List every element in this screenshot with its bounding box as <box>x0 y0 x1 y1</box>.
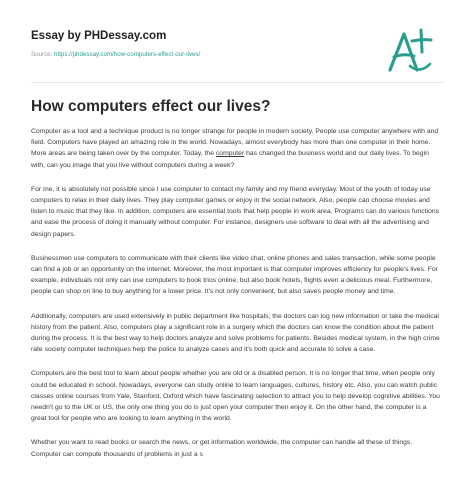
article-body <box>31 126 443 473</box>
paragraph-1-end: has changed the business world and our daily lives. To begin with, can you image that you live without computers during a week? <box>31 150 429 169</box>
source-link[interactable]: https://phdessay.com/how-computers-effect-our-lives/ <box>54 51 201 58</box>
source-label: Source: <box>31 51 55 58</box>
paragraph-5: Computers are the best tool to learn about people whether you are old or a disabled person. It is no longer that time, when people only could be educated in school. Nowadays, everyone can study online to learn languages, cultures, history etc. Also, you can watch public classes online courses from Yale, Stanford, Oxford which have fascinating selection to attract you to help develop cognitive abilities. You needn't go to the UK or US, the only one thing you do is just open your computer then enjoy it. On the other hand, the computer is a great tool for people who are looking to learn anything in the world. <box>31 370 440 423</box>
paragraph-2: For me, it is absolutely not possible since I use computer to contact my family and my friend everyday. Most of the youth of today use computers to relax in their daily lives. They play computer games or enjoy in the social network. Also, people can choose movies and listen to music that they like. In addition, computers are essential tools that help people in work area. Programs can do various functions and ease the process of doing it manually without computer. For instance, designers use software to deal with all the advertising and design papers. <box>31 185 440 238</box>
site-brand[interactable]: Essay by PHDessay.com <box>31 30 167 42</box>
paragraph-6: Whether you want to read books or search the news, or get information worldwide, the computer can handle all these of things. Computer can compute thousands of problems in just a s <box>31 439 413 458</box>
computer-link[interactable]: computer <box>215 150 245 158</box>
paragraph-3: Businessmen use computers to communicate with their clients like video chat, online phones and sales transaction, while some people can find a job or an opportunity on the internet. Moreover, the most important is that computer improves efficiency for people's lives. For example, individuals not only can use computers to book trios online, but also book hotels, flights even a delicious meal. Furthermore, people can shop on line to buy anything for a lower price. It's not only convenient, but also saves people money and time. <box>31 254 438 296</box>
a-plus-logo-icon <box>384 26 434 74</box>
article-title: How computers effect our lives? <box>31 98 271 115</box>
paragraph-1 <box>31 126 443 171</box>
header-divider <box>31 82 443 83</box>
source-line <box>31 51 200 58</box>
page-header <box>31 30 200 58</box>
paragraph-1-start: Computer as a tool and a technique product is no longer strange for people in modern society. People use computer anywhere with and field. Computers have played an amazing role in the world. Nowadays, almost everybody has more than one computer in their home. More areas are being taken over by the computer. Today, the <box>31 128 439 158</box>
paragraph-4: Additionally, computers are used extensively in public department like hospitals; the doctors can log new information or take the medical history from the patient. Also, computers play a significant role in a surgery which the doctors can know the condition about the patient during the process. It is the best way to help doctors analyze and solve problems for patients. Besides medical system, in the high crime rate society computer techniques help the police to analyze cases and it's both quick and accurate to solve a case. <box>31 312 440 354</box>
